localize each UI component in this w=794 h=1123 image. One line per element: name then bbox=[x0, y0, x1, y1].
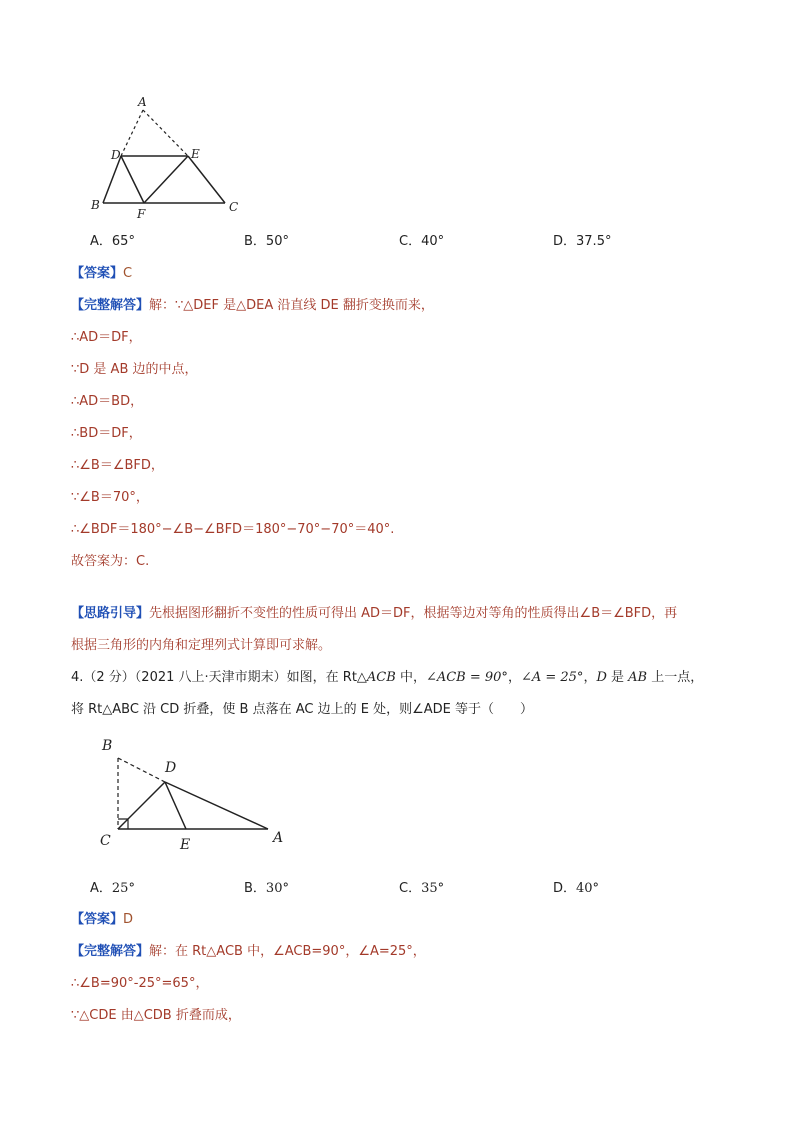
condition-a: ∠A = 25° bbox=[520, 670, 584, 685]
q3-solution-line-2: ∴AD＝DF， bbox=[71, 330, 142, 345]
q3-solution-line-6: ∴∠B＝∠BFD， bbox=[71, 458, 164, 473]
option-value: 25° bbox=[111, 881, 135, 896]
q3-hint-line-2: 根据三角形的内角和定理列式计算即可求解。 bbox=[71, 638, 332, 653]
option-letter: B． bbox=[244, 881, 266, 896]
q4-label-E: E bbox=[180, 837, 191, 853]
q3-solution-line-9: 故答案为：C. bbox=[71, 554, 150, 569]
q3-label-E: E bbox=[191, 147, 200, 161]
triangle-name: △ACB bbox=[356, 670, 396, 685]
q3-seg-AD-dashed bbox=[121, 110, 143, 156]
q3-seg-DF bbox=[121, 156, 144, 203]
point-d: D bbox=[596, 670, 607, 685]
stem-sep: ， bbox=[583, 670, 597, 685]
q3-option-a bbox=[90, 230, 135, 249]
question-meta: （2 分）（2021 八上·天津市期末）如图，在 Rt bbox=[83, 670, 357, 685]
solution-text: 解：∵△DEF 是△DEA 沿直线 DE 翻折变换而来， bbox=[149, 298, 434, 313]
q4-stem-line-2: 将 Rt△ABC 沿 CD 折叠，使 B 点落在 AC 边上的 E 处，则∠ADE 等于（ ） bbox=[71, 702, 533, 717]
q4-seg-DA bbox=[165, 782, 268, 829]
q4-solution-line-3: ∵△CDE 由△CDB 折叠而成， bbox=[71, 1008, 241, 1023]
answer-value: C bbox=[123, 266, 133, 281]
q3-seg-BD bbox=[103, 156, 121, 203]
option-letter: A． bbox=[90, 881, 112, 896]
q3-solution-line-4: ∴AD＝BD， bbox=[71, 394, 144, 409]
q4-option-a bbox=[90, 877, 135, 896]
q3-figure bbox=[80, 90, 260, 225]
q4-seg-CD bbox=[118, 782, 165, 829]
stem-sep: ， bbox=[507, 670, 521, 685]
q3-solution-line-3: ∵D 是 AB 边的中点， bbox=[71, 362, 198, 377]
option-value: 50° bbox=[265, 234, 289, 249]
option-value: 40° bbox=[421, 234, 445, 249]
stem-text: 上一点， bbox=[647, 670, 704, 685]
solution-text: 解：在 Rt△ACB 中，∠ACB=90°，∠A=25°， bbox=[149, 944, 426, 959]
q3-seg-EC bbox=[188, 156, 225, 203]
q3-label-C: C bbox=[229, 200, 239, 214]
option-letter: B． bbox=[244, 234, 266, 249]
option-letter: A． bbox=[90, 234, 112, 249]
option-value: 40° bbox=[576, 881, 600, 896]
q3-answer-line bbox=[71, 262, 132, 281]
hint-tag: 【思路引导】 bbox=[71, 606, 150, 621]
q4-figure bbox=[90, 730, 300, 860]
q3-label-F: F bbox=[137, 207, 146, 221]
q4-solution-line-1 bbox=[71, 940, 426, 959]
q3-option-b bbox=[244, 230, 289, 249]
option-value: 65° bbox=[111, 234, 135, 249]
hint-text: 先根据图形翻折不变性的性质可得出 AD＝DF，根据等边对等角的性质得出∠B＝∠BFD，再 bbox=[149, 606, 678, 621]
q3-hint-line-1 bbox=[71, 602, 677, 621]
q3-label-D: D bbox=[111, 148, 121, 162]
q4-stem-line-1 bbox=[71, 666, 703, 685]
q4-answer-line bbox=[71, 908, 133, 927]
answer-value: D bbox=[123, 912, 134, 927]
q4-label-A: A bbox=[273, 830, 284, 846]
q4-seg-DE bbox=[165, 782, 186, 829]
segment-ab: AB bbox=[628, 670, 648, 685]
q3-option-d bbox=[553, 230, 611, 249]
solution-tag: 【完整解答】 bbox=[71, 298, 150, 313]
q4-seg-BD-dashed bbox=[118, 758, 165, 782]
q3-solution-line-7: ∵∠B＝70°， bbox=[71, 490, 149, 505]
q3-seg-FE bbox=[144, 156, 188, 203]
option-value: 30° bbox=[265, 881, 289, 896]
q4-option-d bbox=[553, 877, 599, 896]
q3-solution-line-1 bbox=[71, 294, 434, 313]
q3-seg-AE-dashed bbox=[143, 110, 188, 156]
q4-solution-line-2: ∴∠B=90°-25°=65°， bbox=[71, 976, 209, 991]
q4-option-c bbox=[399, 877, 444, 896]
q4-label-C: C bbox=[100, 833, 111, 849]
stem-text: 中， bbox=[395, 670, 426, 685]
stem-text: 是 bbox=[606, 670, 629, 685]
q3-option-c bbox=[399, 230, 444, 249]
q4-label-D: D bbox=[165, 760, 177, 776]
option-letter: D． bbox=[553, 234, 577, 249]
option-letter: C． bbox=[399, 234, 422, 249]
q4-option-b bbox=[244, 877, 289, 896]
q3-label-A: A bbox=[138, 95, 147, 109]
condition-acb: ∠ACB = 90° bbox=[425, 670, 508, 685]
solution-tag: 【完整解答】 bbox=[71, 944, 150, 959]
option-letter: D． bbox=[553, 881, 577, 896]
q3-label-B: B bbox=[91, 198, 100, 212]
option-value: 35° bbox=[421, 881, 445, 896]
option-letter: C． bbox=[399, 881, 422, 896]
q4-label-B: B bbox=[102, 738, 113, 754]
q3-solution-line-5: ∴BD＝DF， bbox=[71, 426, 142, 441]
option-value: 37.5° bbox=[576, 234, 612, 249]
q3-solution-line-8: ∴∠BDF＝180°−∠B−∠BFD＝180°−70°−70°＝40°. bbox=[71, 522, 395, 537]
question-number: 4. bbox=[71, 670, 84, 685]
answer-tag: 【答案】 bbox=[71, 912, 124, 927]
answer-tag: 【答案】 bbox=[71, 266, 124, 281]
